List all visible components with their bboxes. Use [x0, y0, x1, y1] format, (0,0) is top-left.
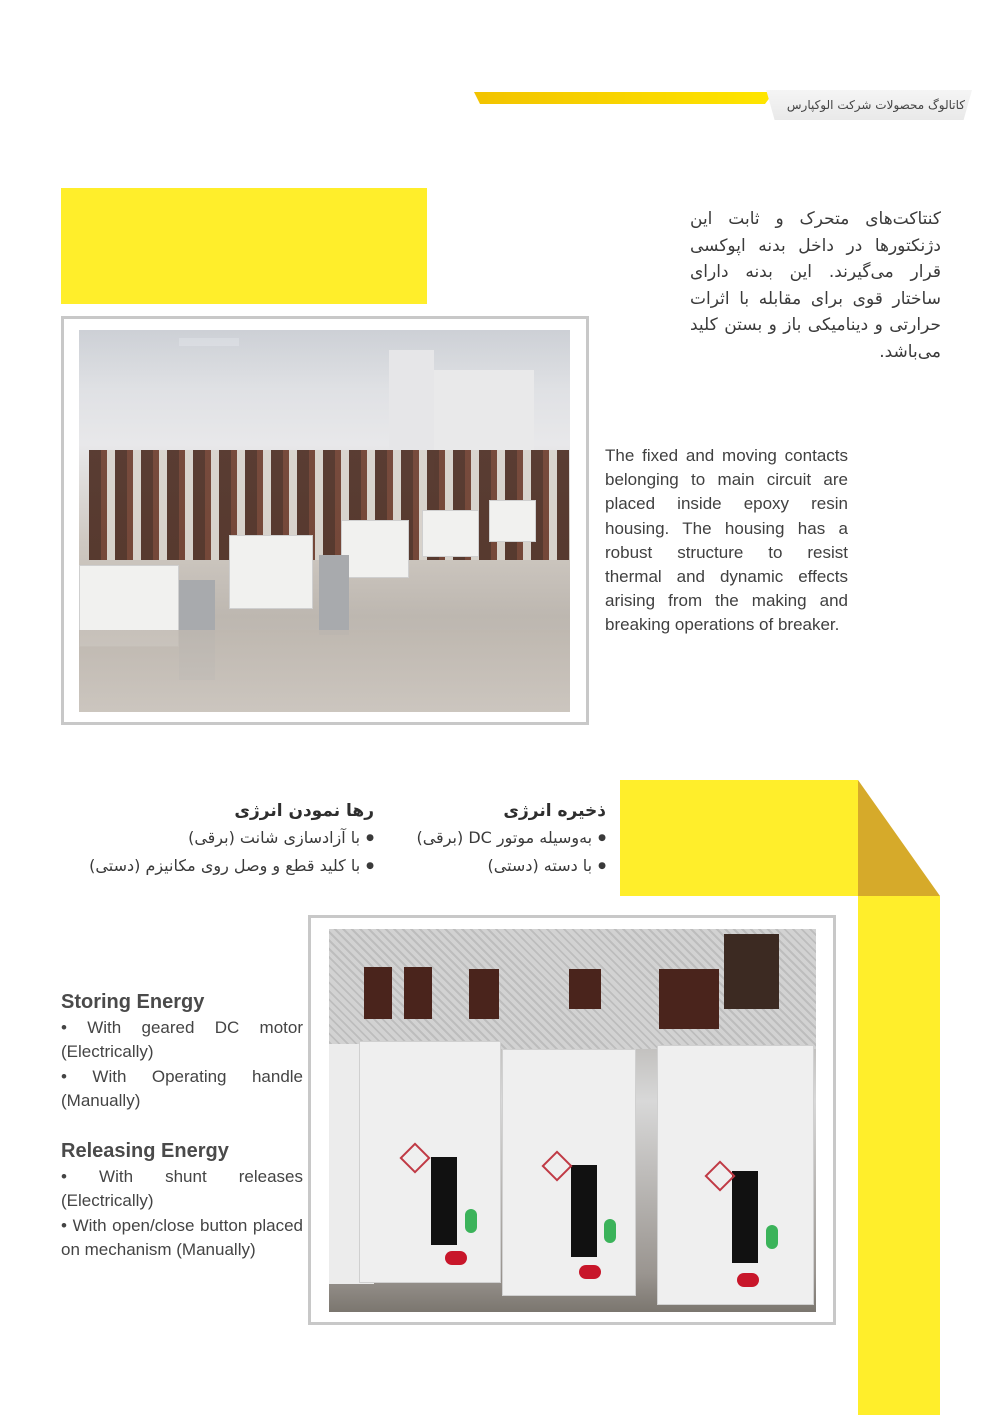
intro-paragraph-en: The fixed and moving contacts belonging to main circuit are placed inside epoxy resin housing. The housing has a robust structure to resist thermal and dynamic effects arising from the making and breaking operations of breaker.	[605, 446, 848, 635]
fa-releasing-item: ● با کلید قطع و وصل روی مکانیزم (دستی)	[60, 852, 374, 880]
fa-storing-energy	[380, 798, 606, 880]
fa-storing-item: ● با دسته (دستی)	[380, 852, 606, 880]
en-storing-item: • With geared DC motor (Electrically)	[61, 1018, 303, 1062]
yellow-decor-block-2	[620, 780, 858, 896]
en-storing-item: • With Operating handle (Manually)	[61, 1066, 303, 1110]
yellow-side-bar	[858, 896, 940, 1415]
fa-releasing-title: رها نمودن انرژی	[234, 801, 374, 821]
en-storing-energy	[61, 988, 303, 1113]
fa-releasing-item: ● با آزادسازی شانت (برقی)	[60, 824, 374, 852]
en-releasing-title: Releasing Energy	[61, 1140, 229, 1162]
cabinets-photo	[329, 929, 816, 1312]
fa-storing-title: ذخیره انرژی	[503, 801, 606, 821]
yellow-decor-block	[61, 188, 427, 304]
fa-releasing-energy	[60, 798, 374, 880]
en-releasing-energy	[61, 1137, 303, 1262]
catalog-title: کاتالوگ محصولات شرکت الوکپارس	[786, 98, 965, 112]
factory-photo	[79, 330, 570, 712]
en-releasing-item: • With shunt releases (Electrically)	[61, 1167, 303, 1211]
header-accent-stripe	[474, 92, 774, 104]
intro-paragraph-fa: کنتاکت‌های متحرک و ثابت این دژنکتورها در داخل بدنه اپوکسی قرار می‌گیرند. این بدنه دارای ساختار قوی برای مقابله با اثرات حرارتی و دینامیکی باز و بستن کلید می‌باشد.	[690, 209, 941, 362]
en-releasing-item: • With open/close button placed on mechanism (Manually)	[61, 1215, 303, 1259]
yellow-decor-triangle	[858, 780, 940, 896]
fa-storing-item: ● به‌وسیله موتور DC (برقی)	[380, 824, 606, 852]
en-storing-title: Storing Energy	[61, 991, 205, 1013]
